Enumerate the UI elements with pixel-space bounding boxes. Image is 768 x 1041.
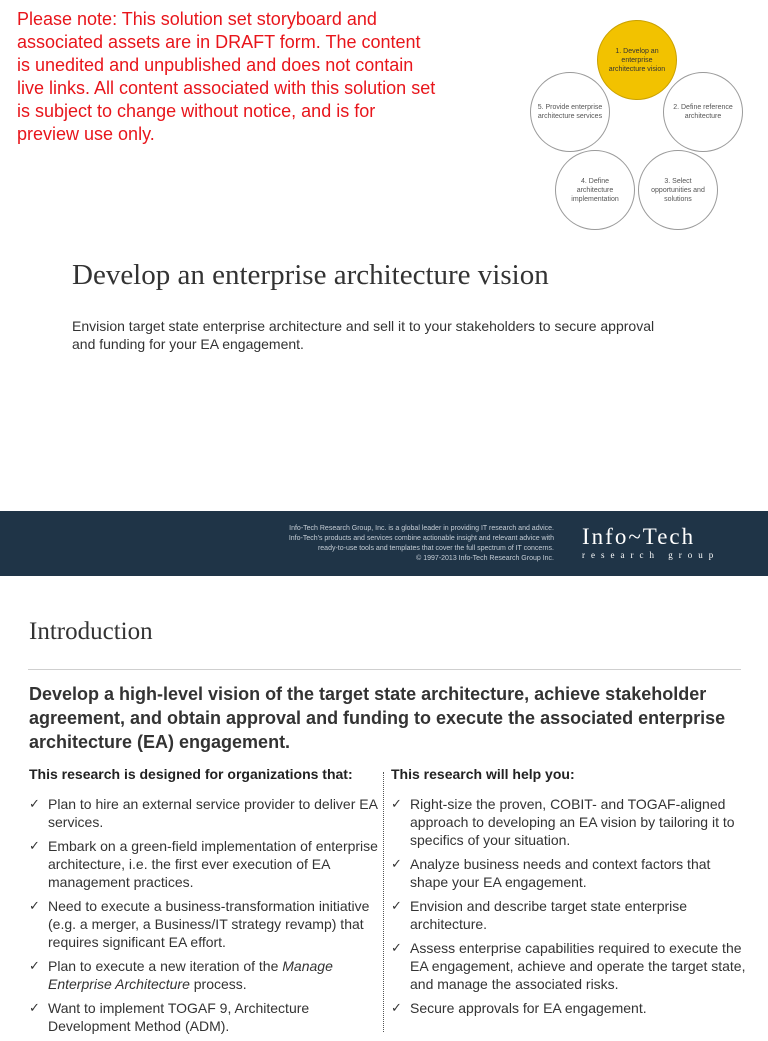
list-item bbox=[29, 957, 379, 993]
logo-wordmark: Info~Tech bbox=[582, 524, 696, 549]
checkmark-icon: ✓ bbox=[391, 898, 402, 913]
list-item-text: Analyze business needs and context factors that shape your EA engagement. bbox=[410, 856, 711, 890]
left-column-heading: This research is designed for organizations that: bbox=[29, 766, 353, 782]
title-divider bbox=[28, 669, 741, 670]
list-item bbox=[29, 795, 379, 831]
list-item-text: Plan to hire an external service provider to deliver EA services. bbox=[48, 796, 378, 830]
process-name: Manage Enterprise Architecture bbox=[48, 958, 333, 992]
checkmark-icon: ✓ bbox=[29, 898, 40, 913]
draft-notice: Please note: This solution set storyboard and associated assets are in DRAFT form. The content is unedited and unpublished and does not contain live links. All content associated with this solution set is subject to change without notice, and is for preview use only. bbox=[17, 9, 436, 144]
list-item-text: Need to execute a business-transformation initiative (e.g. a merger, a Business/IT strategy revamp) that requires significant EA effort. bbox=[48, 898, 370, 950]
right-column-heading: This research will help you: bbox=[391, 766, 575, 782]
info-tech-logo bbox=[582, 525, 719, 560]
checkmark-icon: ✓ bbox=[391, 1000, 402, 1015]
cycle-step-4: 4. Define architecture implementation bbox=[555, 150, 635, 230]
section-headline: Develop a high-level vision of the target state architecture, achieve stakeholder agreement, and obtain approval and funding to execute the associated enterprise architecture (EA) engagement. bbox=[29, 684, 726, 752]
cycle-step-3: 3. Select opportunities and solutions bbox=[638, 150, 718, 230]
list-item-text: Want to implement TOGAF 9, Architecture Development Method (ADM). bbox=[48, 1000, 310, 1034]
slide-subtitle: Envision target state enterprise architecture and sell it to your stakeholders to secure approval and funding for your EA engagement. bbox=[72, 318, 655, 352]
footer-line: Info-Tech Research Group, Inc. is a global leader in providing IT research and advice. bbox=[289, 525, 554, 532]
list-item bbox=[391, 999, 751, 1017]
list-item bbox=[391, 939, 751, 993]
logo-tagline: research group bbox=[582, 550, 720, 560]
list-item bbox=[391, 855, 751, 891]
footer-text bbox=[174, 524, 554, 564]
list-item-text: Embark on a green-field implementation of enterprise architecture, i.e. the first ever execution of EA management practices. bbox=[48, 838, 378, 890]
list-item bbox=[391, 897, 751, 933]
checkmark-icon: ✓ bbox=[29, 796, 40, 811]
checkmark-icon: ✓ bbox=[29, 838, 40, 853]
checkmark-icon: ✓ bbox=[391, 856, 402, 871]
section-title: Introduction bbox=[29, 618, 153, 645]
checkmark-icon: ✓ bbox=[391, 940, 402, 955]
footer-band bbox=[0, 511, 768, 576]
cycle-step-5: 5. Provide enterprise architecture services bbox=[530, 72, 610, 152]
phase-cycle-diagram bbox=[537, 20, 765, 240]
cycle-step-2: 2. Define reference architecture bbox=[663, 72, 743, 152]
list-item-text: Plan to execute a new iteration of the Manage Enterprise Architecture process. bbox=[48, 958, 333, 992]
list-item bbox=[29, 999, 379, 1035]
footer-line: Info-Tech's products and services combine actionable insight and relevant advice with bbox=[288, 535, 554, 542]
list-item-text: Envision and describe target state enterprise architecture. bbox=[410, 898, 688, 932]
list-item-text: Assess enterprise capabilities required to execute the EA engagement, achieve and operate the target state, and manage the associated risks. bbox=[410, 940, 746, 992]
checkmark-icon: ✓ bbox=[391, 796, 402, 811]
list-item bbox=[391, 795, 751, 849]
left-bullet-list bbox=[29, 795, 379, 1041]
list-item bbox=[29, 837, 379, 891]
cycle-step-1: 1. Develop an enterprise architecture vision bbox=[597, 20, 677, 100]
slide-title: Develop an enterprise architecture vision bbox=[72, 259, 549, 291]
list-item-text: Right-size the proven, COBIT- and TOGAF-aligned approach to developing an EA vision by tailoring it to specifics of your situation. bbox=[410, 796, 735, 848]
column-divider bbox=[383, 772, 384, 1032]
right-bullet-list bbox=[391, 795, 751, 1023]
checkmark-icon: ✓ bbox=[29, 1000, 40, 1015]
checkmark-icon: ✓ bbox=[29, 958, 40, 973]
list-item-text: Secure approvals for EA engagement. bbox=[410, 1000, 647, 1016]
list-item bbox=[29, 897, 379, 951]
footer-line: ready-to-use tools and templates that cover the full spectrum of IT concerns. bbox=[317, 545, 554, 552]
footer-line: © 1997-2013 Info-Tech Research Group Inc. bbox=[416, 555, 554, 562]
